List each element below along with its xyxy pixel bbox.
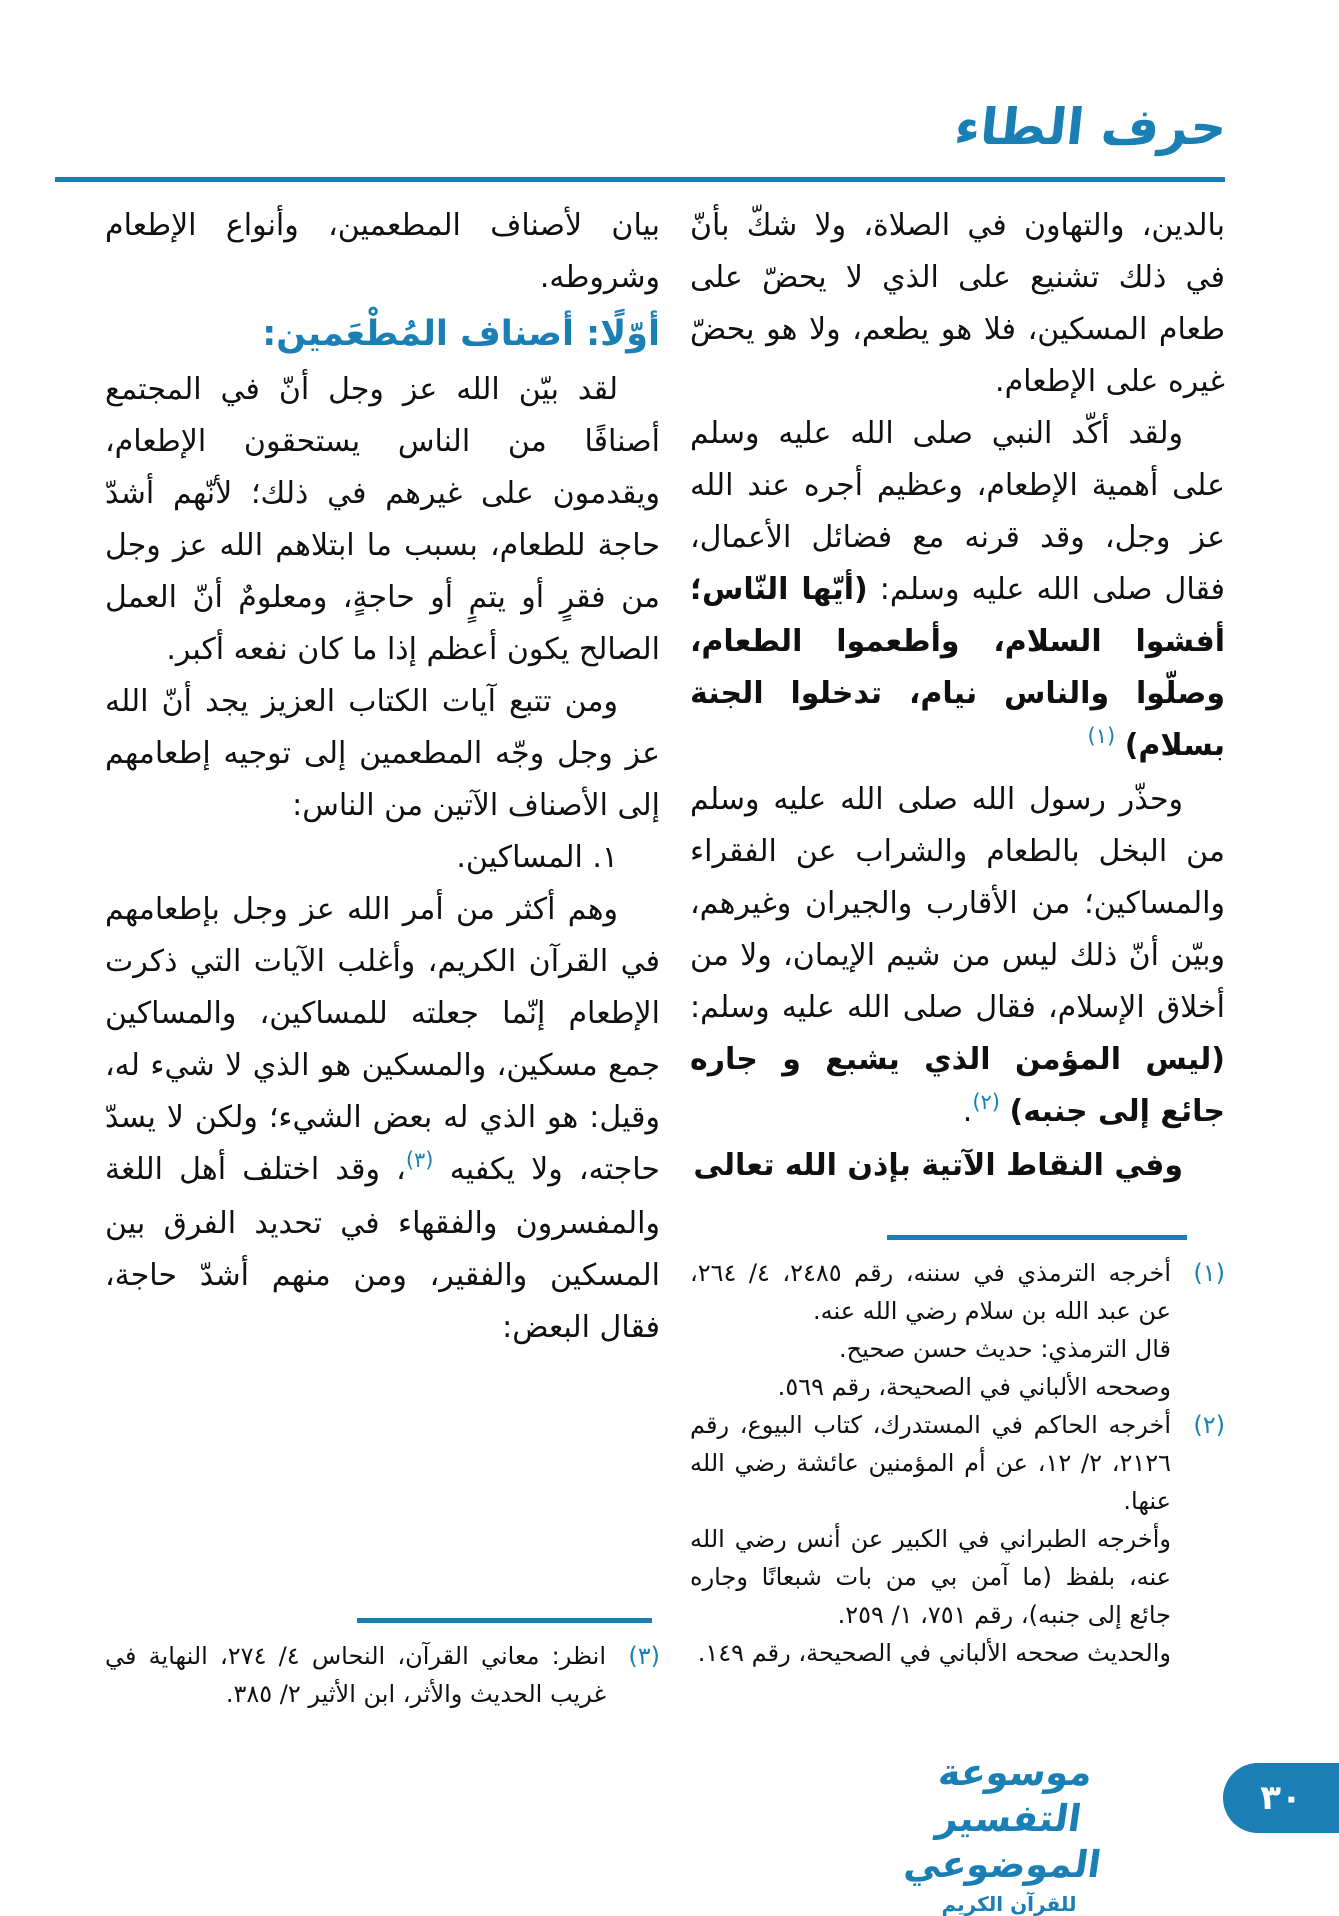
encyclopedia-subtitle: للقرآن الكريم <box>941 1892 1077 1916</box>
header-divider <box>55 177 1225 182</box>
footnote-ref: (١) <box>1087 724 1116 748</box>
paragraph: بالدين، والتهاون في الصلاة، ولا شكّ بأنّ في ذلك تشنيع على الذي لا يحضّ على طعام المسكين، فلا هو يطعم، ولا هو يحضّ غيره على الإطعام. <box>690 208 1225 399</box>
encyclopedia-title: موسوعة التفسير الموضوعي <box>901 1751 1104 1886</box>
paragraph-text: وحذّر رسول الله صلى الله عليه وسلم من البخل بالطعام والشراب عن الفقراء والمساكين؛ من الأقارب والجيران وغيرهم، وبيّن أنّ ذلك ليس من شيم الإيمان، ولا من أخلاق الإسلام، فقال صلى الله عليه وسلم: <box>690 782 1225 1025</box>
paragraph-text: ، وقد اختلف أهل اللغة والمفسرون والفقهاء في تحديد الفرق بين المسكين والفقير، ومن منهم أشدّ حاجة، فقال البعض: <box>105 1152 660 1345</box>
footnote-separator <box>357 1618 652 1623</box>
chapter-heading: حرف الطاء <box>952 98 1231 156</box>
page-number: ٣٠ <box>1260 1778 1302 1818</box>
footnote-number: (١) <box>1193 1259 1225 1287</box>
paragraph: بيان لأصناف المطعمين، وأنواع الإطعام وشروطه. <box>105 208 660 295</box>
footnote-line: أخرجه الترمذي في سننه، رقم ٢٤٨٥، ٤/ ٢٦٤، عن عبد الله بن سلام رضي الله عنه. <box>690 1259 1171 1325</box>
paragraph <box>690 774 1225 1140</box>
paragraph <box>105 884 660 1354</box>
footnote-text <box>690 1406 1171 1672</box>
section-heading: أوّلًا: أصناف المُطْعَمين: <box>262 314 660 354</box>
paragraph <box>690 408 1225 774</box>
footnote-line: وصححه الألباني في الصحيحة، رقم ٥٦٩. <box>777 1373 1171 1401</box>
paragraph-text: . <box>962 1094 973 1129</box>
footnote-text <box>690 1254 1171 1406</box>
footnote-line: قال الترمذي: حديث حسن صحيح. <box>839 1335 1171 1363</box>
footnote <box>690 1406 1225 1672</box>
paragraph: وفي النقاط الآتية بإذن الله تعالى <box>693 1148 1183 1183</box>
publisher-logo <box>859 1750 1159 1916</box>
paragraph: ومن تتبع آيات الكتاب العزيز يجد أنّ الله عز وجل وجّه المطعمين إلى توجيه إطعامهم إلى الأصناف الآتين من الناس: <box>105 684 660 823</box>
footnotes-left <box>105 1618 660 1713</box>
hadith-quote: (أيّها النّاس؛ أفشوا السلام، وأطعموا الطعام، وصلّوا والناس نيام، تدخلوا الجنة بسلام) <box>690 572 1225 763</box>
footnote-number: (٣) <box>628 1642 660 1670</box>
page-number-badge <box>1223 1763 1339 1833</box>
footnote-ref: (٢) <box>972 1090 1000 1114</box>
footnote-line: وأخرجه الطبراني في الكبير عن أنس رضي الله عنه، بلفظ (ما آمن بي من بات شبعانًا وجاره جائع إلى جنبه)، رقم ٧٥١، ١/ ٢٥٩. <box>690 1525 1171 1629</box>
footnote-separator <box>887 1235 1187 1240</box>
footnotes-right <box>690 1235 1225 1672</box>
paragraph: لقد بيّن الله عز وجل أنّ في المجتمع أصنافًا من الناس يستحقون الإطعام، ويقدمون على غيرهم في ذلك؛ لأنّهم أشدّ حاجة للطعام، بسبب ما ابتلاهم الله عز وجل من فقرٍ أو يتمٍ أو حاجةٍ، ومعلومٌ أنّ العمل الصالح يكون أعظم إذا ما كان نفعه أكبر. <box>105 372 660 667</box>
footnote-ref: (٣) <box>405 1148 434 1172</box>
paragraph-text: وهم أكثر من أمر الله عز وجل بإطعامهم في القرآن الكريم، وأغلب الآيات التي ذكرت الإطعام إنّما جعلته للمساكين، والمساكين جمع مسكين، والمسكين هو الذي لا شيء له، وقيل: هو الذي له بعض الشيء؛ ولكن لا يسدّ حاجته، ولا يكفيه <box>105 892 660 1187</box>
footnote-line: انظر: معاني القرآن، النحاس ٤/ ٢٧٤، النهاية في غريب الحديث والأثر، ابن الأثير ٢/ ٣٨٥. <box>105 1642 606 1708</box>
footnote <box>105 1637 660 1713</box>
footnote <box>690 1254 1225 1406</box>
hadith-quote: (ليس المؤمن الذي يشبع و جاره جائع إلى جنبه) <box>690 1042 1225 1129</box>
column-right <box>690 200 1225 1850</box>
footnote-number: (٢) <box>1193 1411 1225 1439</box>
column-left <box>105 200 660 1850</box>
footnote-line: والحديث صححه الألباني في الصحيحة، رقم ١٤٩. <box>697 1639 1171 1667</box>
footnote-line: أخرجه الحاكم في المستدرك، كتاب البيوع، رقم ٢١٢٦، ٢/ ١٢، عن أم المؤمنين عائشة رضي الله عنها. <box>690 1411 1172 1515</box>
paragraph-text: ولقد أكّد النبي صلى الله عليه وسلم على أهمية الإطعام، وعظيم أجره عند الله عز وجل، وقد قرنه مع فضائل الأعمال، فقال صلى الله عليه وسلم: <box>690 416 1225 607</box>
list-item-miskin: ١. المساكين. <box>456 840 618 875</box>
footnote-text <box>105 1637 606 1713</box>
